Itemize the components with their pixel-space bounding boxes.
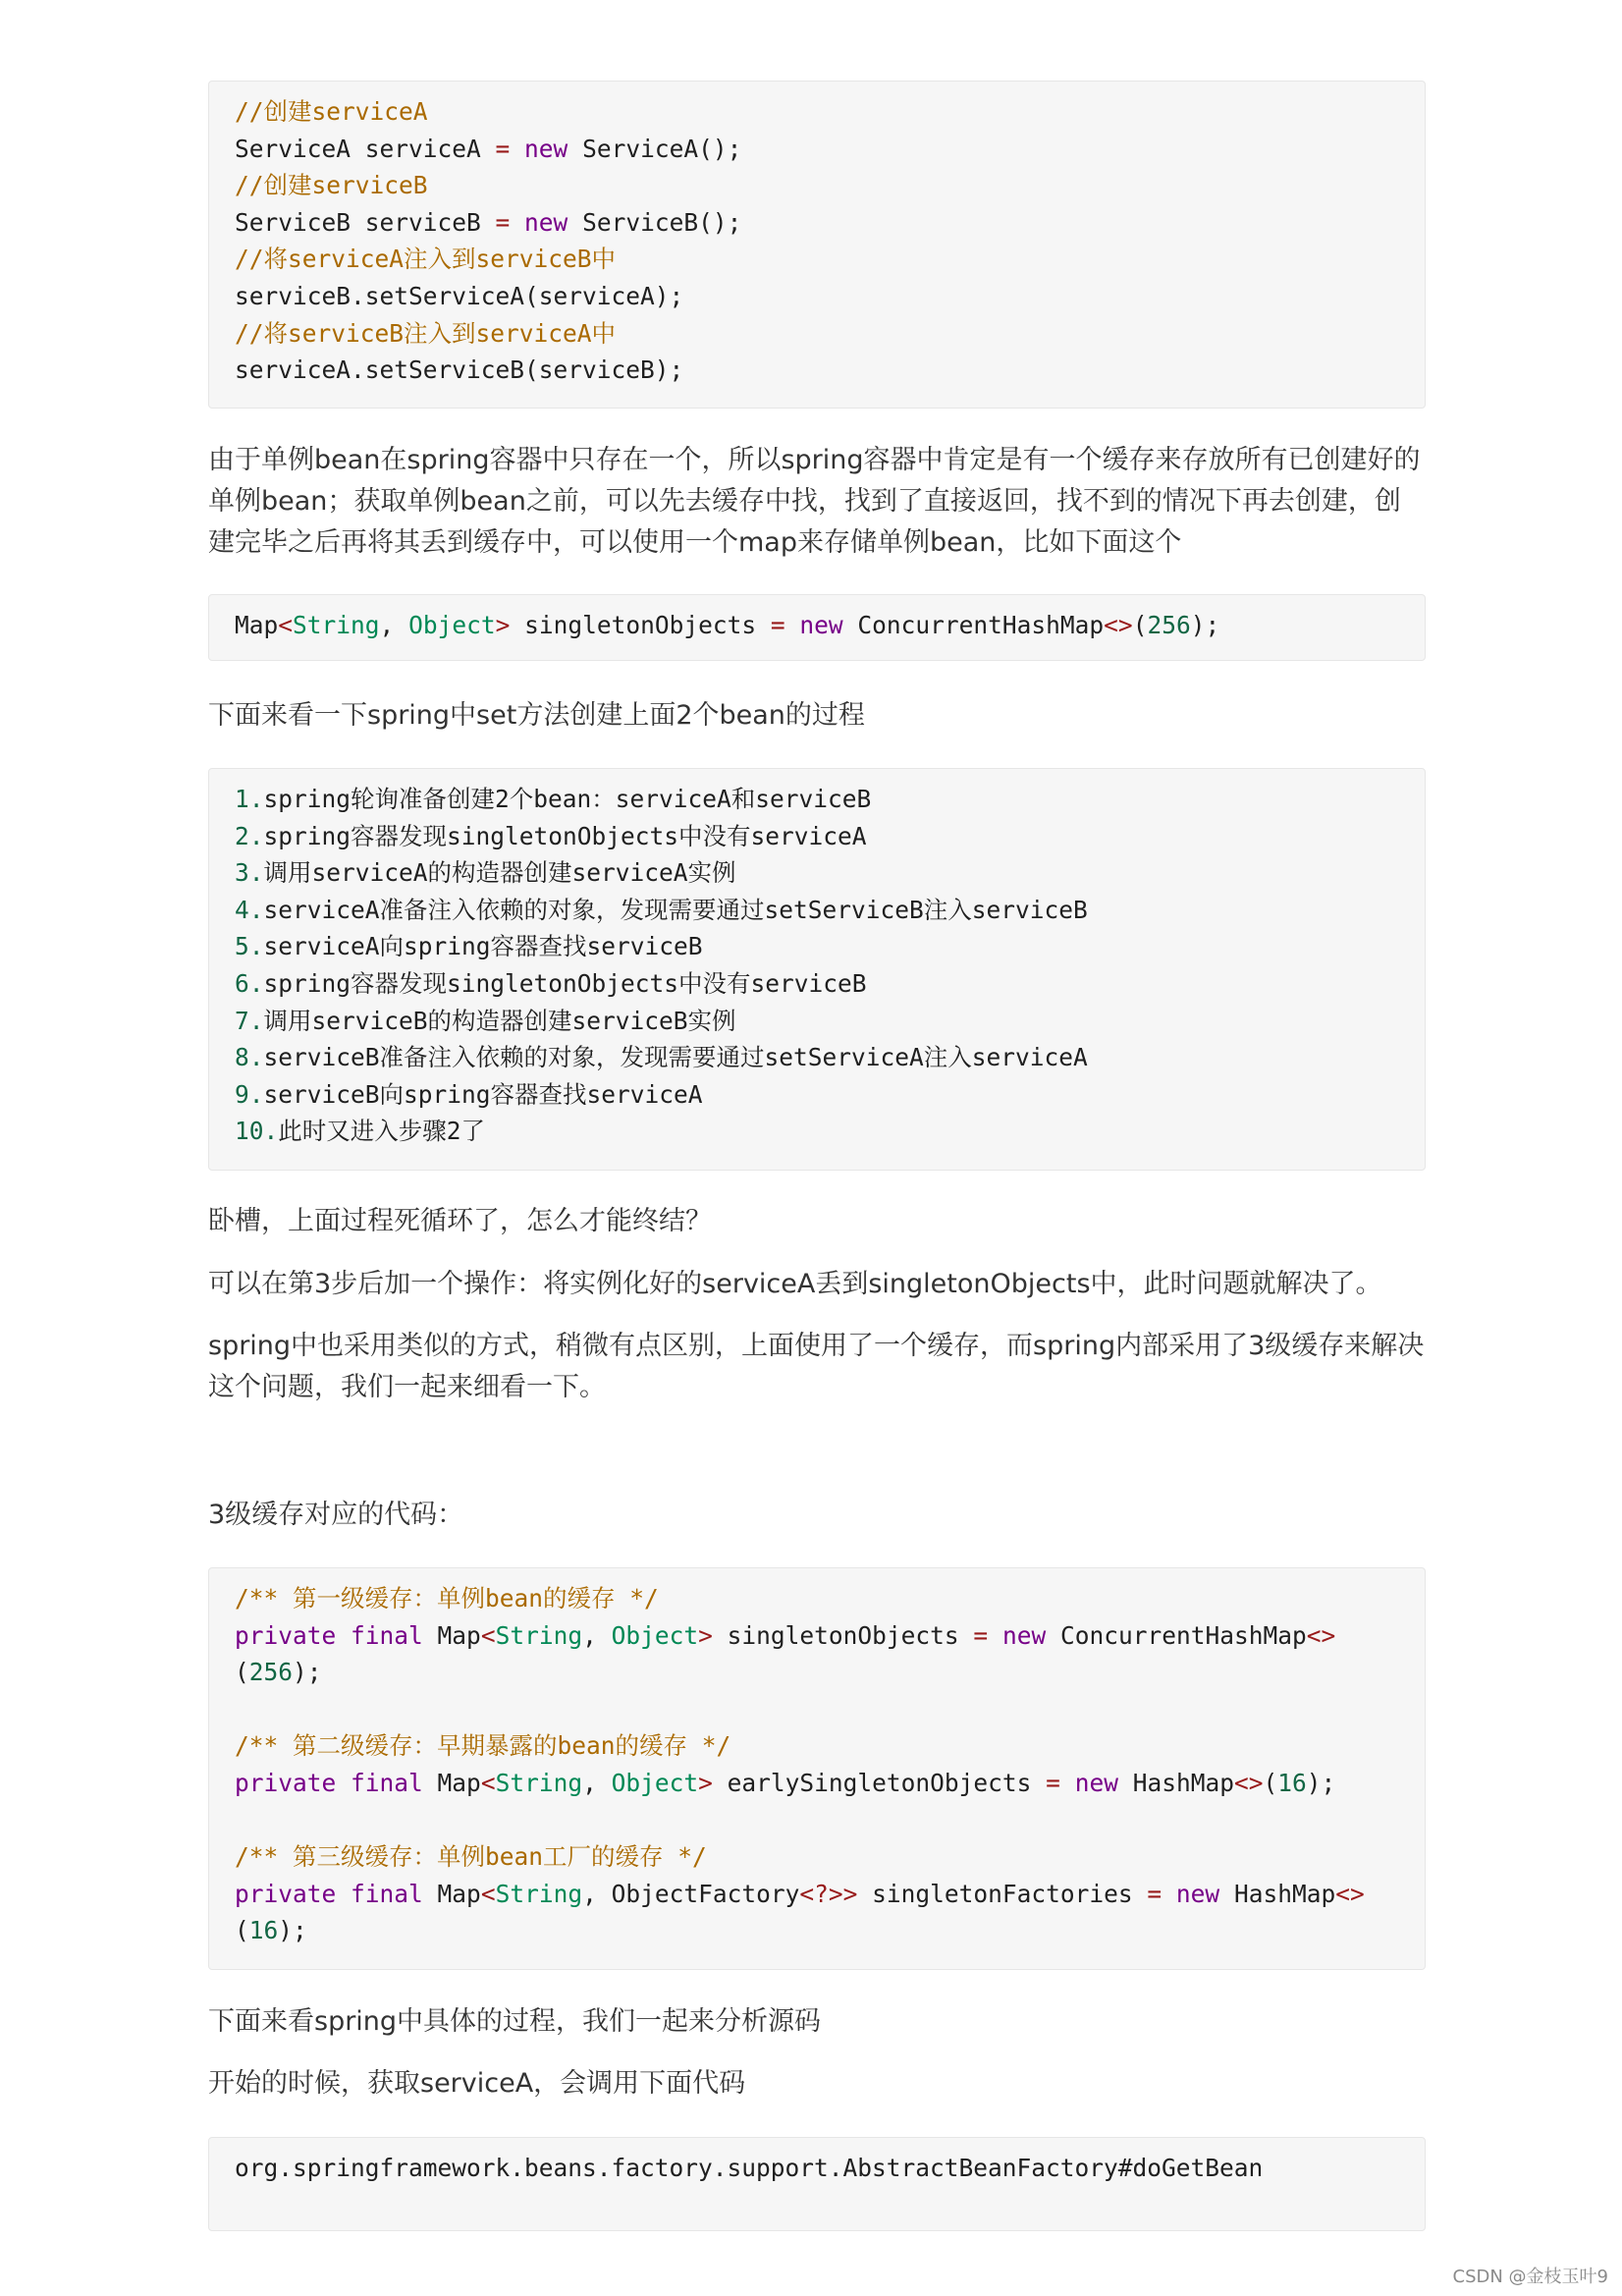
code-token: ); (1190, 611, 1220, 639)
code-token: new (524, 207, 568, 237)
code-token (336, 1769, 351, 1797)
code-token: earlySingletonObjects (712, 1768, 1047, 1797)
code-token: spring轮询准备创建2个bean：serviceA和serviceB (263, 785, 872, 813)
code-token: > (698, 1768, 713, 1797)
code-token: = (770, 611, 785, 639)
code-token (336, 1880, 351, 1908)
code-token: , (379, 611, 409, 639)
code-token: 10. (235, 1117, 279, 1146)
code-line (235, 315, 1399, 353)
code-line (235, 1113, 1399, 1150)
code-token: serviceA准备注入依赖的对象，发现需要通过setServiceB注入serviceB (263, 895, 1088, 924)
code-token: < (480, 1620, 496, 1650)
code-token: <> (1104, 611, 1133, 639)
code-token: 调用serviceB的构造器创建serviceB实例 (263, 1006, 736, 1035)
paragraph-singleton-cache: 由于单例bean在spring容器中只存在一个，所以spring容器中肯定是有一个缓存来存放所有已创建好的单例bean；获取单例bean之前，可以先去缓存中找，找到了直接返回，找不到的情况下再去创建，创建完毕之后再将其丢到缓存中，可以使用一个map来存储单例bean，比如下面这个 (208, 445, 1421, 558)
code-line (235, 131, 1399, 168)
paragraph-get-service-a: 开始的时候，获取serviceA，会调用下面代码 (208, 2068, 746, 2099)
code-token: new (1074, 1768, 1118, 1797)
code-block-create-services (208, 81, 1426, 409)
code-token: 8. (235, 1043, 264, 1072)
code-token: singletonObjects (510, 611, 771, 639)
code-line (235, 1838, 1399, 1876)
code-line (235, 818, 1399, 855)
code-line (235, 1802, 1399, 1839)
code-line (235, 93, 1399, 131)
code-line (235, 1912, 1399, 1949)
code-line (235, 1076, 1399, 1114)
code-token (785, 611, 800, 639)
code-line (235, 241, 1399, 278)
code-token: Map (235, 611, 279, 639)
code-token: ServiceA serviceA (235, 134, 496, 163)
code-line (235, 167, 1399, 204)
code-line (235, 965, 1399, 1003)
code-token: singletonObjects (712, 1620, 974, 1650)
code-token (1162, 1880, 1176, 1908)
code-block-creation-steps (208, 768, 1426, 1171)
code-line (235, 854, 1399, 892)
code-token: 256 (1147, 611, 1191, 639)
code-token: //创建serviceB (235, 171, 428, 200)
code-token: < (480, 1879, 496, 1908)
code-line (235, 1039, 1399, 1076)
code-token (510, 208, 524, 237)
code-token: private (235, 1620, 337, 1650)
code-token: final (351, 1879, 423, 1908)
code-token: ServiceA(); (568, 134, 742, 163)
code-token: Map (422, 1768, 481, 1797)
code-token: final (351, 1620, 423, 1650)
paragraph-cache-code-intro: 3级缓存对应的代码： (208, 1500, 464, 1530)
code-token: ( (1132, 611, 1148, 639)
code-token: serviceA向spring容器查找serviceB (263, 932, 703, 961)
code-token: = (973, 1620, 989, 1650)
code-token: new (1001, 1620, 1047, 1650)
code-line (235, 2150, 1399, 2187)
code-token: 16 (1277, 1768, 1307, 1797)
code-token: 9. (235, 1079, 264, 1109)
code-token: String (495, 1620, 583, 1650)
code-token: //将serviceA注入到serviceB中 (235, 245, 617, 274)
code-token: 6. (235, 968, 264, 998)
code-token: 3. (235, 858, 264, 888)
code-token: Object (408, 611, 496, 639)
code-token: > (495, 611, 511, 639)
paragraph-infinite-loop: 卧槽，上面过程死循环了，怎么才能终结？ (208, 1206, 712, 1236)
code-line (235, 607, 1399, 644)
code-token: 此时又进入步骤2了 (278, 1117, 486, 1146)
code-token: spring容器发现singletonObjects中没有serviceB (263, 968, 867, 998)
code-token: new (799, 611, 843, 639)
code-token: serviceB向spring容器查找serviceA (263, 1079, 703, 1109)
code-token: 调用serviceA的构造器创建serviceA实例 (263, 858, 736, 888)
code-token: /** 第一级缓存：单例bean的缓存 */ (235, 1584, 659, 1613)
code-token: , (582, 1768, 612, 1797)
code-line (235, 1580, 1399, 1617)
paragraph-three-level-cache: spring中也采用类似的方式，稍微有点区别，上面使用了一个缓存，而spring内部采用了3级缓存来解决这个问题，我们一起来细看一下。 (208, 1331, 1425, 1402)
code-token: HashMap (1117, 1768, 1234, 1797)
code-token: org.springframework.beans.factory.support.AbstractBeanFactory#doGetBean (235, 2154, 1264, 2182)
code-line (235, 204, 1399, 242)
code-token: Map (422, 1879, 481, 1908)
code-token: String (495, 1768, 583, 1797)
code-token: serviceB准备注入依赖的对象，发现需要通过setServiceA注入serviceA (263, 1043, 1088, 1072)
code-line (235, 892, 1399, 929)
code-token: final (351, 1768, 423, 1797)
code-token: ( (235, 1658, 249, 1687)
code-token: ( (235, 1916, 249, 1945)
code-token: = (495, 207, 511, 237)
code-token: ); (278, 1916, 307, 1945)
code-line (235, 928, 1399, 965)
code-token: 4. (235, 895, 264, 924)
code-line (235, 1003, 1399, 1040)
code-token: ); (1306, 1768, 1336, 1797)
code-token: , ObjectFactory (582, 1879, 800, 1908)
code-token: //将serviceB注入到serviceA中 (235, 318, 617, 348)
code-token: < (278, 611, 294, 639)
code-token: ConcurrentHashMap (842, 611, 1105, 639)
code-token: 7. (235, 1006, 264, 1035)
code-token: new (1175, 1879, 1220, 1908)
code-token: /** 第三级缓存：单例bean工厂的缓存 */ (235, 1842, 707, 1872)
code-line (235, 352, 1399, 389)
code-token: //创建serviceA (235, 97, 428, 126)
code-token: 2. (235, 821, 264, 850)
code-token: singletonFactories (857, 1879, 1148, 1908)
code-line (235, 278, 1399, 315)
paragraph-set-process-intro: 下面来看一下spring中set方法创建上面2个bean的过程 (208, 700, 865, 731)
code-token: Object (611, 1768, 699, 1797)
code-line (235, 1765, 1399, 1802)
code-block-do-get-bean (208, 2137, 1426, 2231)
code-token: = (495, 134, 511, 163)
code-token: private (235, 1768, 337, 1797)
code-token: Object (611, 1620, 699, 1650)
code-token: 5. (235, 932, 264, 961)
code-block-three-caches (208, 1567, 1426, 1970)
code-token (988, 1621, 1002, 1650)
code-block-singleton-map (208, 594, 1426, 661)
code-line (235, 1617, 1399, 1655)
code-token: 1. (235, 785, 264, 813)
code-token: HashMap (1219, 1879, 1336, 1908)
code-line (235, 1876, 1399, 1913)
code-token: , (582, 1620, 612, 1650)
code-token: = (1046, 1768, 1060, 1797)
paragraph-analyze-source: 下面来看spring中具体的过程，我们一起来分析源码 (208, 2006, 822, 2037)
code-token: private (235, 1879, 337, 1908)
code-token: ); (293, 1658, 322, 1687)
code-token: String (495, 1879, 583, 1908)
code-token: <> (1335, 1879, 1365, 1908)
code-token: ( (1263, 1768, 1278, 1797)
code-token: <?>> (799, 1879, 858, 1908)
code-token (336, 1621, 351, 1650)
code-token: 16 (248, 1916, 279, 1945)
csdn-watermark: CSDN @金枝玉叶9 (1452, 2267, 1608, 2287)
code-line (235, 1654, 1399, 1691)
code-token: 256 (248, 1658, 294, 1687)
code-token: = (1147, 1879, 1162, 1908)
code-line (235, 1727, 1399, 1765)
code-token: ServiceB serviceB (235, 207, 496, 237)
code-token: serviceA.setServiceB(serviceB); (235, 355, 684, 385)
code-token: > (698, 1620, 713, 1650)
code-line (235, 1691, 1399, 1728)
paragraph-solution: 可以在第3步后加一个操作：将实例化好的serviceA丢到singletonObjects中，此时问题就解决了。 (208, 1269, 1382, 1299)
code-token: ConcurrentHashMap (1046, 1620, 1307, 1650)
code-token (510, 135, 524, 163)
code-token: /** 第二级缓存：早期暴露的bean的缓存 */ (235, 1731, 731, 1761)
code-line (235, 781, 1399, 818)
code-token: new (524, 134, 568, 163)
code-token: Map (422, 1620, 481, 1650)
code-token: ServiceB(); (568, 207, 742, 237)
code-token: String (293, 611, 380, 639)
code-token (1060, 1769, 1075, 1797)
code-token: spring容器发现singletonObjects中没有serviceA (263, 821, 867, 850)
code-token: serviceB.setServiceA(serviceA); (235, 281, 684, 310)
code-token: <> (1306, 1620, 1336, 1650)
code-token: <> (1233, 1768, 1264, 1797)
code-token: < (480, 1768, 496, 1797)
